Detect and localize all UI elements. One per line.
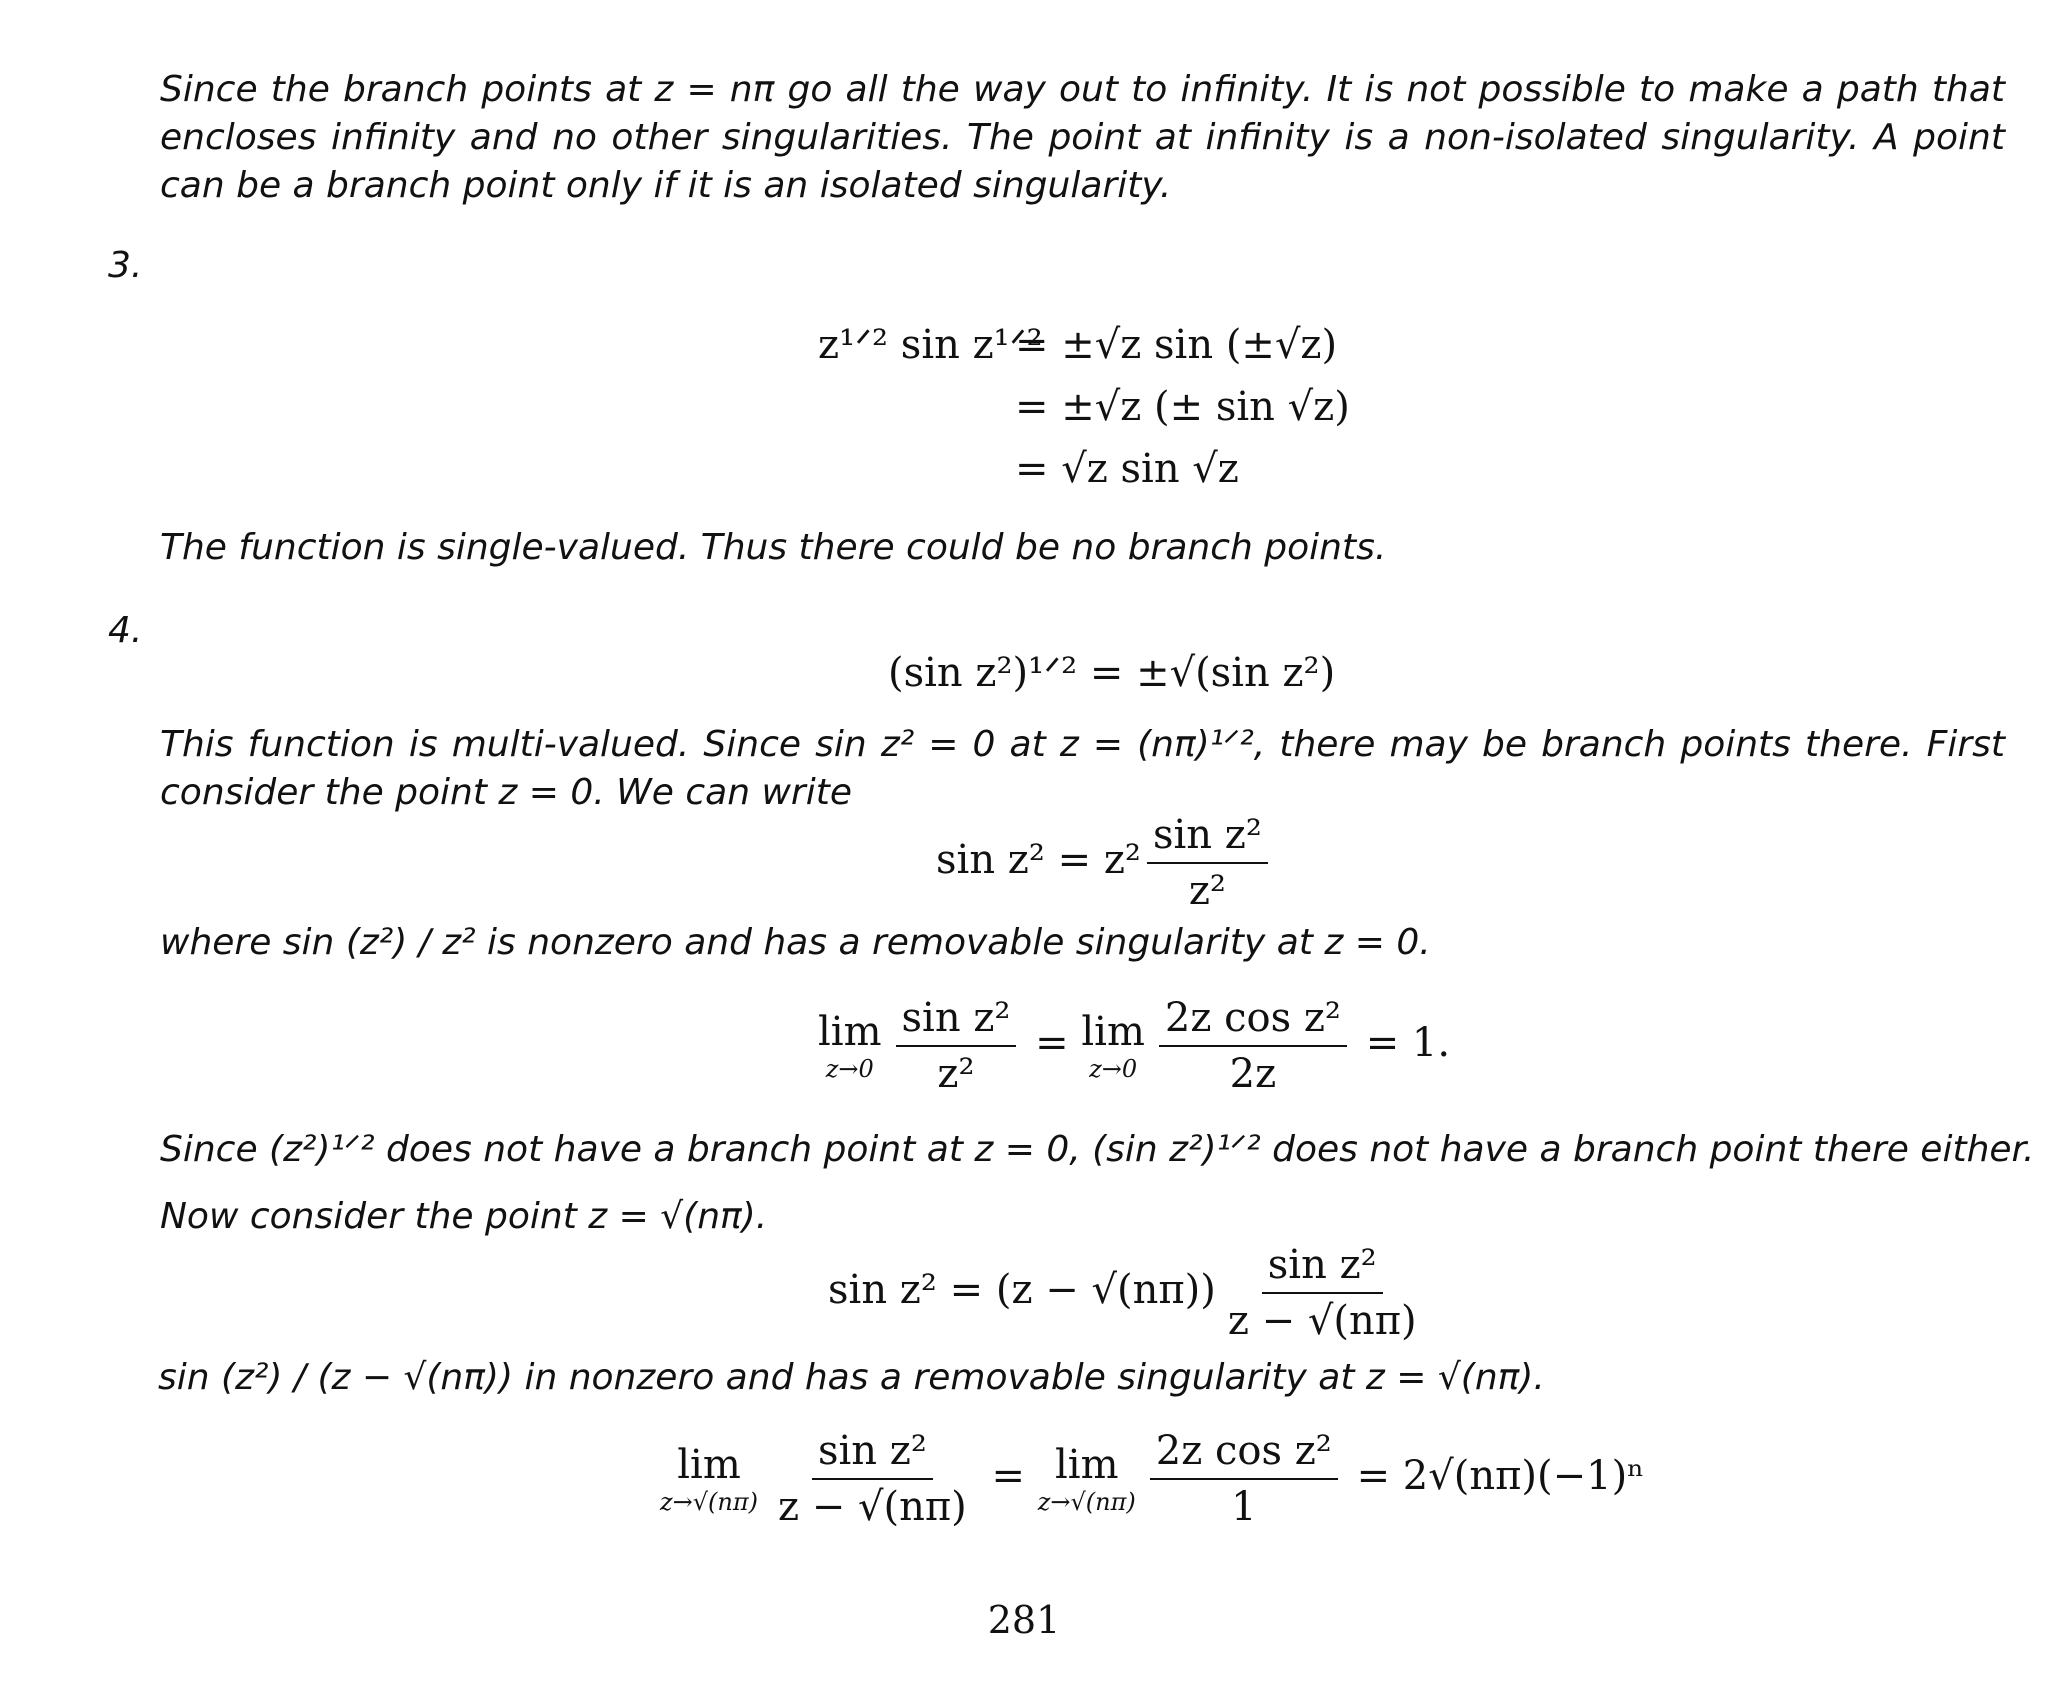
item-4-equation-1: (sin z²)¹ᐟ² = ±√(sin z²)	[888, 650, 1336, 696]
limit-fraction-2	[1150, 1428, 1338, 1530]
fraction-numerator: sin z²	[1147, 812, 1268, 864]
fraction-denominator: 1	[1231, 1484, 1257, 1530]
fraction-numerator: sin z²	[812, 1428, 933, 1480]
limit-subscript: z→0	[825, 1055, 874, 1083]
fraction-numerator: 2z cos z²	[1159, 995, 1347, 1047]
fraction-denominator: z²	[937, 1051, 975, 1097]
item-4-paragraph-2: where sin (z²) / z² is nonzero and has a removable singularity at z = 0.	[160, 922, 1431, 963]
fraction-numerator: sin z²	[896, 995, 1017, 1047]
limit-subscript: z→0	[1089, 1055, 1138, 1083]
fraction-numerator: 2z cos z²	[1150, 1428, 1338, 1480]
limit-label: lim	[818, 1009, 882, 1055]
equals-sign: =	[991, 1453, 1026, 1499]
item-3-equation-rhs-1: = ±√z sin (±√z)	[1015, 322, 1338, 368]
limit-fraction-2	[1159, 995, 1347, 1097]
item-3-equation-rhs-2: = ±√z (± sin √z)	[1015, 384, 1350, 430]
limit-operator	[818, 1009, 882, 1083]
fraction-denominator: z − √(nπ)	[1227, 1298, 1417, 1344]
intro-paragraph: Since the branch points at z = nπ go all the way out to infinity. It is not possible to make a path that encloses infinity and no other singularities. The point at infinity is a non-isolated singularity. A point can be a branch point only if it is an isolated singularity.	[160, 69, 2005, 206]
limit-subscript: z→√(nπ)	[660, 1488, 759, 1516]
equation-2-lhs: sin z² = z²	[936, 837, 1141, 883]
limit-result: = 2√(nπ)(−1)ⁿ	[1356, 1453, 1645, 1499]
limit-operator	[1038, 1442, 1136, 1516]
equation-3-lhs: sin z² = (z − √(nπ))	[828, 1267, 1216, 1313]
limit-label: lim	[1081, 1009, 1145, 1055]
item-4-paragraph-4: Now consider the point z = √(nπ).	[160, 1196, 768, 1237]
equation-3-fraction	[1222, 1242, 1423, 1344]
item-4-number: 4.	[108, 610, 143, 651]
limit-fraction-1	[772, 1428, 973, 1530]
item-3-conclusion: The function is single-valued. Thus there could be no branch points.	[160, 527, 1387, 568]
equation-2-fraction	[1147, 812, 1268, 914]
item-4-paragraph-3: Since (z²)¹ᐟ² does not have a branch point at z = 0, (sin z²)¹ᐟ² does not have a branch point there either.	[160, 1129, 2035, 1170]
limit-label: lim	[1055, 1442, 1119, 1488]
limit-result: = 1.	[1365, 1020, 1451, 1066]
fraction-numerator: sin z²	[1262, 1242, 1383, 1294]
item-4-equation-3	[828, 1242, 1429, 1344]
item-4-paragraph-1: This function is multi-valued. Since sin z² = 0 at z = (nπ)¹ᐟ², there may be branch points there. First consider the point z = 0. We can write	[160, 724, 2005, 813]
item-4-limit-1	[818, 995, 1450, 1097]
limit-fraction-1	[896, 995, 1017, 1097]
fraction-denominator: 2z	[1229, 1051, 1277, 1097]
limit-operator	[1081, 1009, 1145, 1083]
item-3-equation-lhs: z¹ᐟ² sin z¹ᐟ²	[818, 322, 1043, 368]
fraction-denominator: z²	[1188, 868, 1226, 914]
fraction-denominator: z − √(nπ)	[778, 1484, 967, 1530]
limit-operator	[660, 1442, 758, 1516]
item-4-equation-2	[936, 812, 1274, 914]
item-4-limit-2	[660, 1428, 1644, 1530]
item-4-paragraph-5: sin (z²) / (z − √(nπ)) in nonzero and has a removable singularity at z = √(nπ).	[158, 1357, 1545, 1398]
item-3-number: 3.	[108, 245, 143, 286]
limit-label: lim	[677, 1442, 741, 1488]
equals-sign: =	[1035, 1020, 1069, 1066]
page-number: 281	[987, 1598, 1061, 1642]
item-3-equation-rhs-3: = √z sin √z	[1015, 446, 1239, 492]
limit-subscript: z→√(nπ)	[1037, 1488, 1136, 1516]
